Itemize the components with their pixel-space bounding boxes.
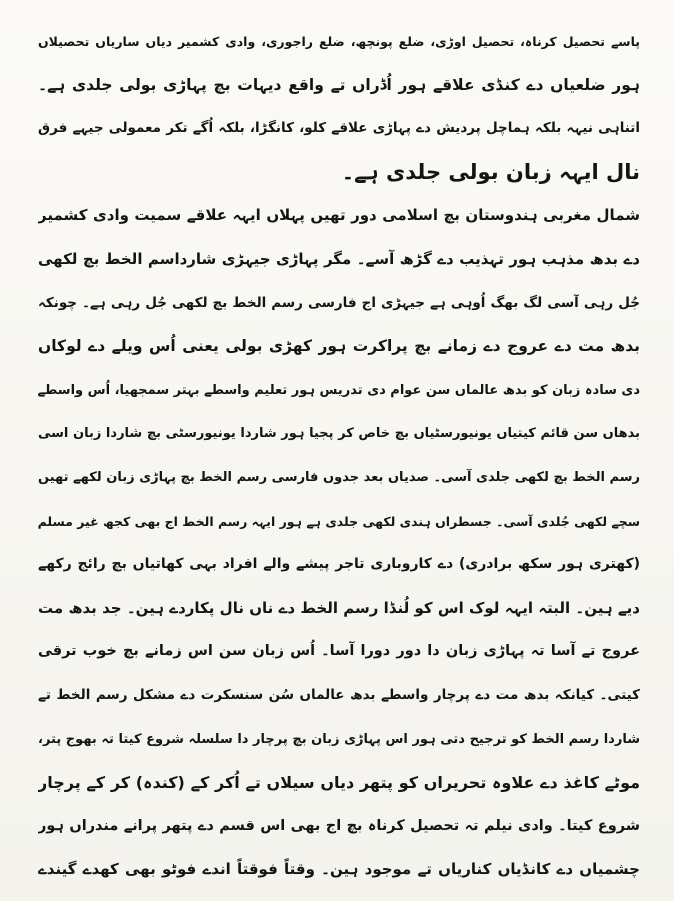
text-line: سچے لکھی جُلدی آسی۔ جسطراں ہندی لکھی جلدی ہے ہور ایہہ رسم الخط اج بھی کجھ غیر مسلم bbox=[38, 513, 640, 529]
text-line: شمال مغربی ہندوستان بچ اسلامی دور تھیں پہلاں ایہہ علاقے سمیت وادی کشمیر bbox=[38, 206, 640, 225]
text-line: دیے ہین۔ البتہ ایہہ لوک اس کو لُنڈا رسم الخط دے ناں نال پکاردے ہین۔ جد بدھ مت bbox=[38, 598, 640, 617]
paragraph-1 bbox=[38, 20, 640, 194]
text-line: ہور ضلعیاں دے کنڈی علاقے ہور اُڈراں تے واقع دیہات بچ پہاڑی بولی جلدی ہے۔ bbox=[38, 75, 640, 94]
paragraph-2 bbox=[38, 194, 640, 892]
urdu-text-block bbox=[38, 20, 640, 892]
text-line: موٹے کاغذ دے علاوہ تحریراں کو پتھر دیاں سیلاں تے اُکر کے (کندہ) کر کے پرچار bbox=[38, 773, 640, 793]
text-line: شروع کیتا۔ وادی نیلم تہ تحصیل کرناہ بچ اج بھی اس قسم دے پتھر پرانے مندراں ہور bbox=[38, 817, 640, 834]
text-line: عروج تے آسا تہ پہاڑی زبان دا دور دورا آسا۔ اُس زبان سن اس زمانے بچ خوب ترقی bbox=[38, 643, 640, 660]
text-line: جُل رہی آسی لگ بھگ اُوہی ہے جیہڑی اج فارسی رسم الخط بچ لکھی جُل رہی ہے۔ چونکہ bbox=[38, 294, 640, 311]
text-line: رسم الخط بچ لکھی جلدی آسی۔ صدیاں بعد جدوں فارسی رسم الخط بچ پہاڑی زبان لکھے تھیں bbox=[38, 469, 640, 485]
text-line: چشمیاں دے کانڈیاں کناریاں تے موجود ہین۔ وقتاً فوقتاً اندے فوٹو بھی کھدے گیندے bbox=[38, 860, 640, 879]
text-line: شاردا رسم الخط کو ترجیح دتی ہور اس پہاڑی زبان بچ پرچار دا سلسلہ شروع کیتا تہ بھوج پتر، bbox=[38, 731, 640, 747]
text-line: بدھاں سن قائم کیتیاں یونیورسٹیاں بچ خاص کر پجیا ہور شاردا یونیورسٹی بچ شاردا زبان اسی bbox=[38, 426, 640, 442]
text-line: کیتی۔ کیانکہ بدھ مت دے پرچار واسطے بدھ عالماں سُن سنسکرت دے مشکل رسم الخط تے bbox=[38, 686, 640, 703]
text-line: دے بدھ مذہب ہور تہذیب دے گڑھ آسے۔ مگر پہاڑی جیہڑی شارداسم الخط بچ لکھی bbox=[38, 249, 640, 268]
text-line: نال ایہہ زبان بولی جلدی ہے۔ bbox=[341, 159, 640, 184]
text-line: بدھ مت دے عروج دے زمانے بچ پراکرت ہور کھڑی بولی یعنی اُس ویلے دے لوکاں bbox=[38, 337, 640, 356]
text-line: پاسے تحصیل کرناہ، تحصیل اوڑی، ضلع پونچھ، ضلع راجوری، وادی کشمیر دیاں ساریاں تحصیلاں bbox=[38, 34, 640, 49]
text-line: دی سادہ زبان کو بدھ عالماں سن عوام دی تدریس ہور تعلیم واسطے بہتر سمجھیا، اُس واسطے bbox=[38, 382, 640, 398]
text-line: (کھتری ہور سکھ برادری) دے کاروباری تاجر پیشے والے افراد بہی کھاتیاں بچ رائج رکھے bbox=[38, 556, 640, 573]
text-line: اتناہی نیہہ بلکہ ہماچل پردیش دے پہاڑی علاقے کلو، کانگڑا، بلکہ اُگے تکر معمولی جیہے فرق bbox=[38, 120, 640, 137]
